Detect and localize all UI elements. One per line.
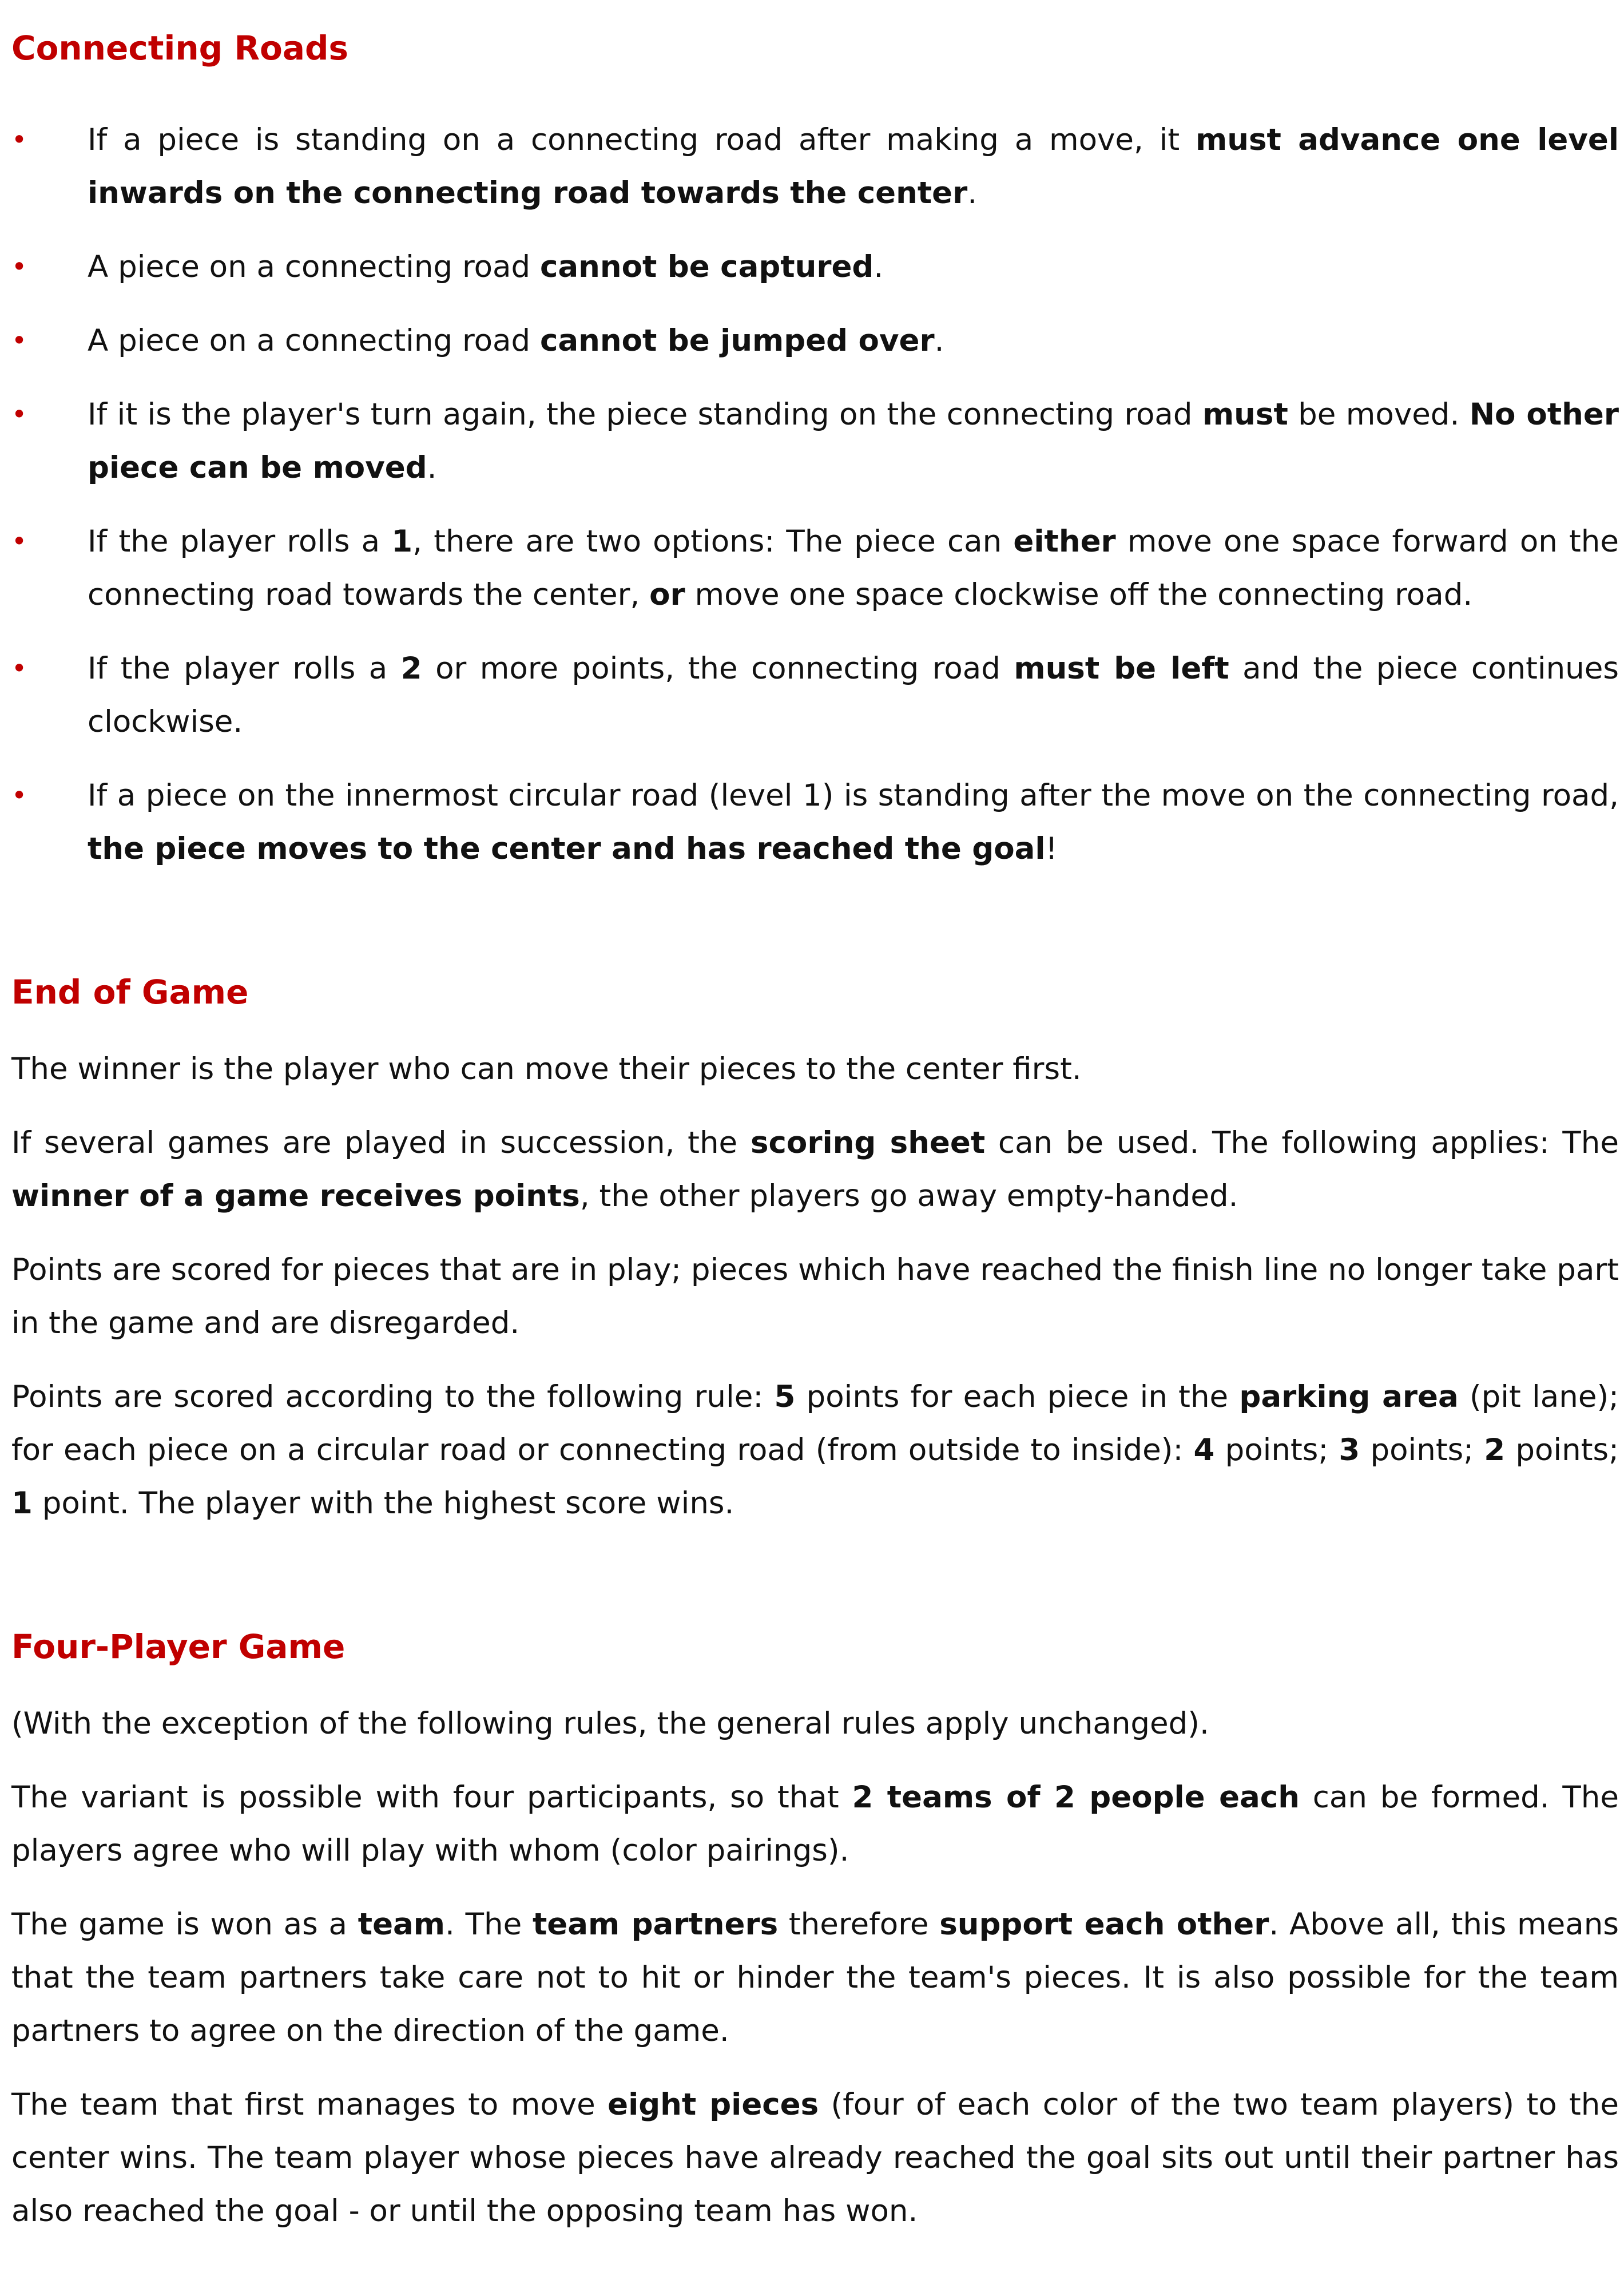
section-title-connecting-roads: Connecting Roads — [11, 29, 349, 68]
paragraph: Points are scored according to the following rule: 5 points for each piece in the parking area (pit lane); for each piece on a circular road or connecting road (from outside to inside): 4 points; 3 points; 2 points; 1 point. The player with the highest score wins. — [11, 1379, 1619, 1521]
bullet-icon: • — [11, 124, 27, 155]
list-item: • A piece on a connecting road cannot be captured. — [11, 240, 1619, 294]
paragraph: The game is won as a team. The team partners therefore support each other. Above all, this means that the team partners take care not to hit or hinder the team's pieces. It is also possible for the team partners to agree on the direction of the game. — [11, 1907, 1619, 2048]
list-item: • A piece on a connecting road cannot be jumped over. — [11, 314, 1619, 367]
connecting-roads-list — [11, 113, 1619, 875]
bullet-icon: • — [11, 399, 27, 430]
paragraph: (With the exception of the following rules, the general rules apply unchanged). — [11, 1706, 1209, 1741]
list-item: • If the player rolls a 2 or more points, the connecting road must be left and the piece continues clockwise. — [11, 642, 1619, 748]
bullet-icon: • — [11, 325, 27, 356]
list-item: • If a piece on the innermost circular road (level 1) is standing after the move on the connecting road, the piece moves to the center and has reached the goal! — [11, 769, 1619, 875]
paragraph: Points are scored for pieces that are in play; pieces which have reached the finish line no longer take part in the game and are disregarded. — [11, 1252, 1619, 1341]
section-title-four-player-game: Four-Player Game — [11, 1627, 346, 1666]
list-item: • If a piece is standing on a connecting road after making a move, it must advance one level inwards on the connecting road towards the center. — [11, 113, 1619, 220]
paragraph: The team that first manages to move eight pieces (four of each color of the two team players) to the center wins. The team player whose pieces have already reached the goal sits out until their partner has also reached the goal - or until the opposing team has won. — [11, 2087, 1619, 2228]
paragraph: If several games are played in succession, the scoring sheet can be used. The following applies: The winner of a game receives points, the other players go away empty-handed. — [11, 1125, 1619, 1214]
paragraph: The variant is possible with four participants, so that 2 teams of 2 people each can be formed. The players agree who will play with whom (color pairings). — [11, 1780, 1619, 1868]
paragraph: The winner is the player who can move their pieces to the center first. — [11, 1052, 1082, 1086]
list-item: • If it is the player's turn again, the piece standing on the connecting road must be moved. No other piece can be moved. — [11, 388, 1619, 494]
bullet-icon: • — [11, 653, 27, 684]
section-title-end-of-game: End of Game — [11, 973, 249, 1012]
bullet-icon: • — [11, 251, 27, 282]
bullet-icon: • — [11, 526, 27, 557]
list-item: • If the player rolls a 1, there are two options: The piece can either move one space forward on the connecting road towards the center, or move one space clockwise off the connecting road. — [11, 515, 1619, 621]
bullet-icon: • — [11, 780, 27, 811]
